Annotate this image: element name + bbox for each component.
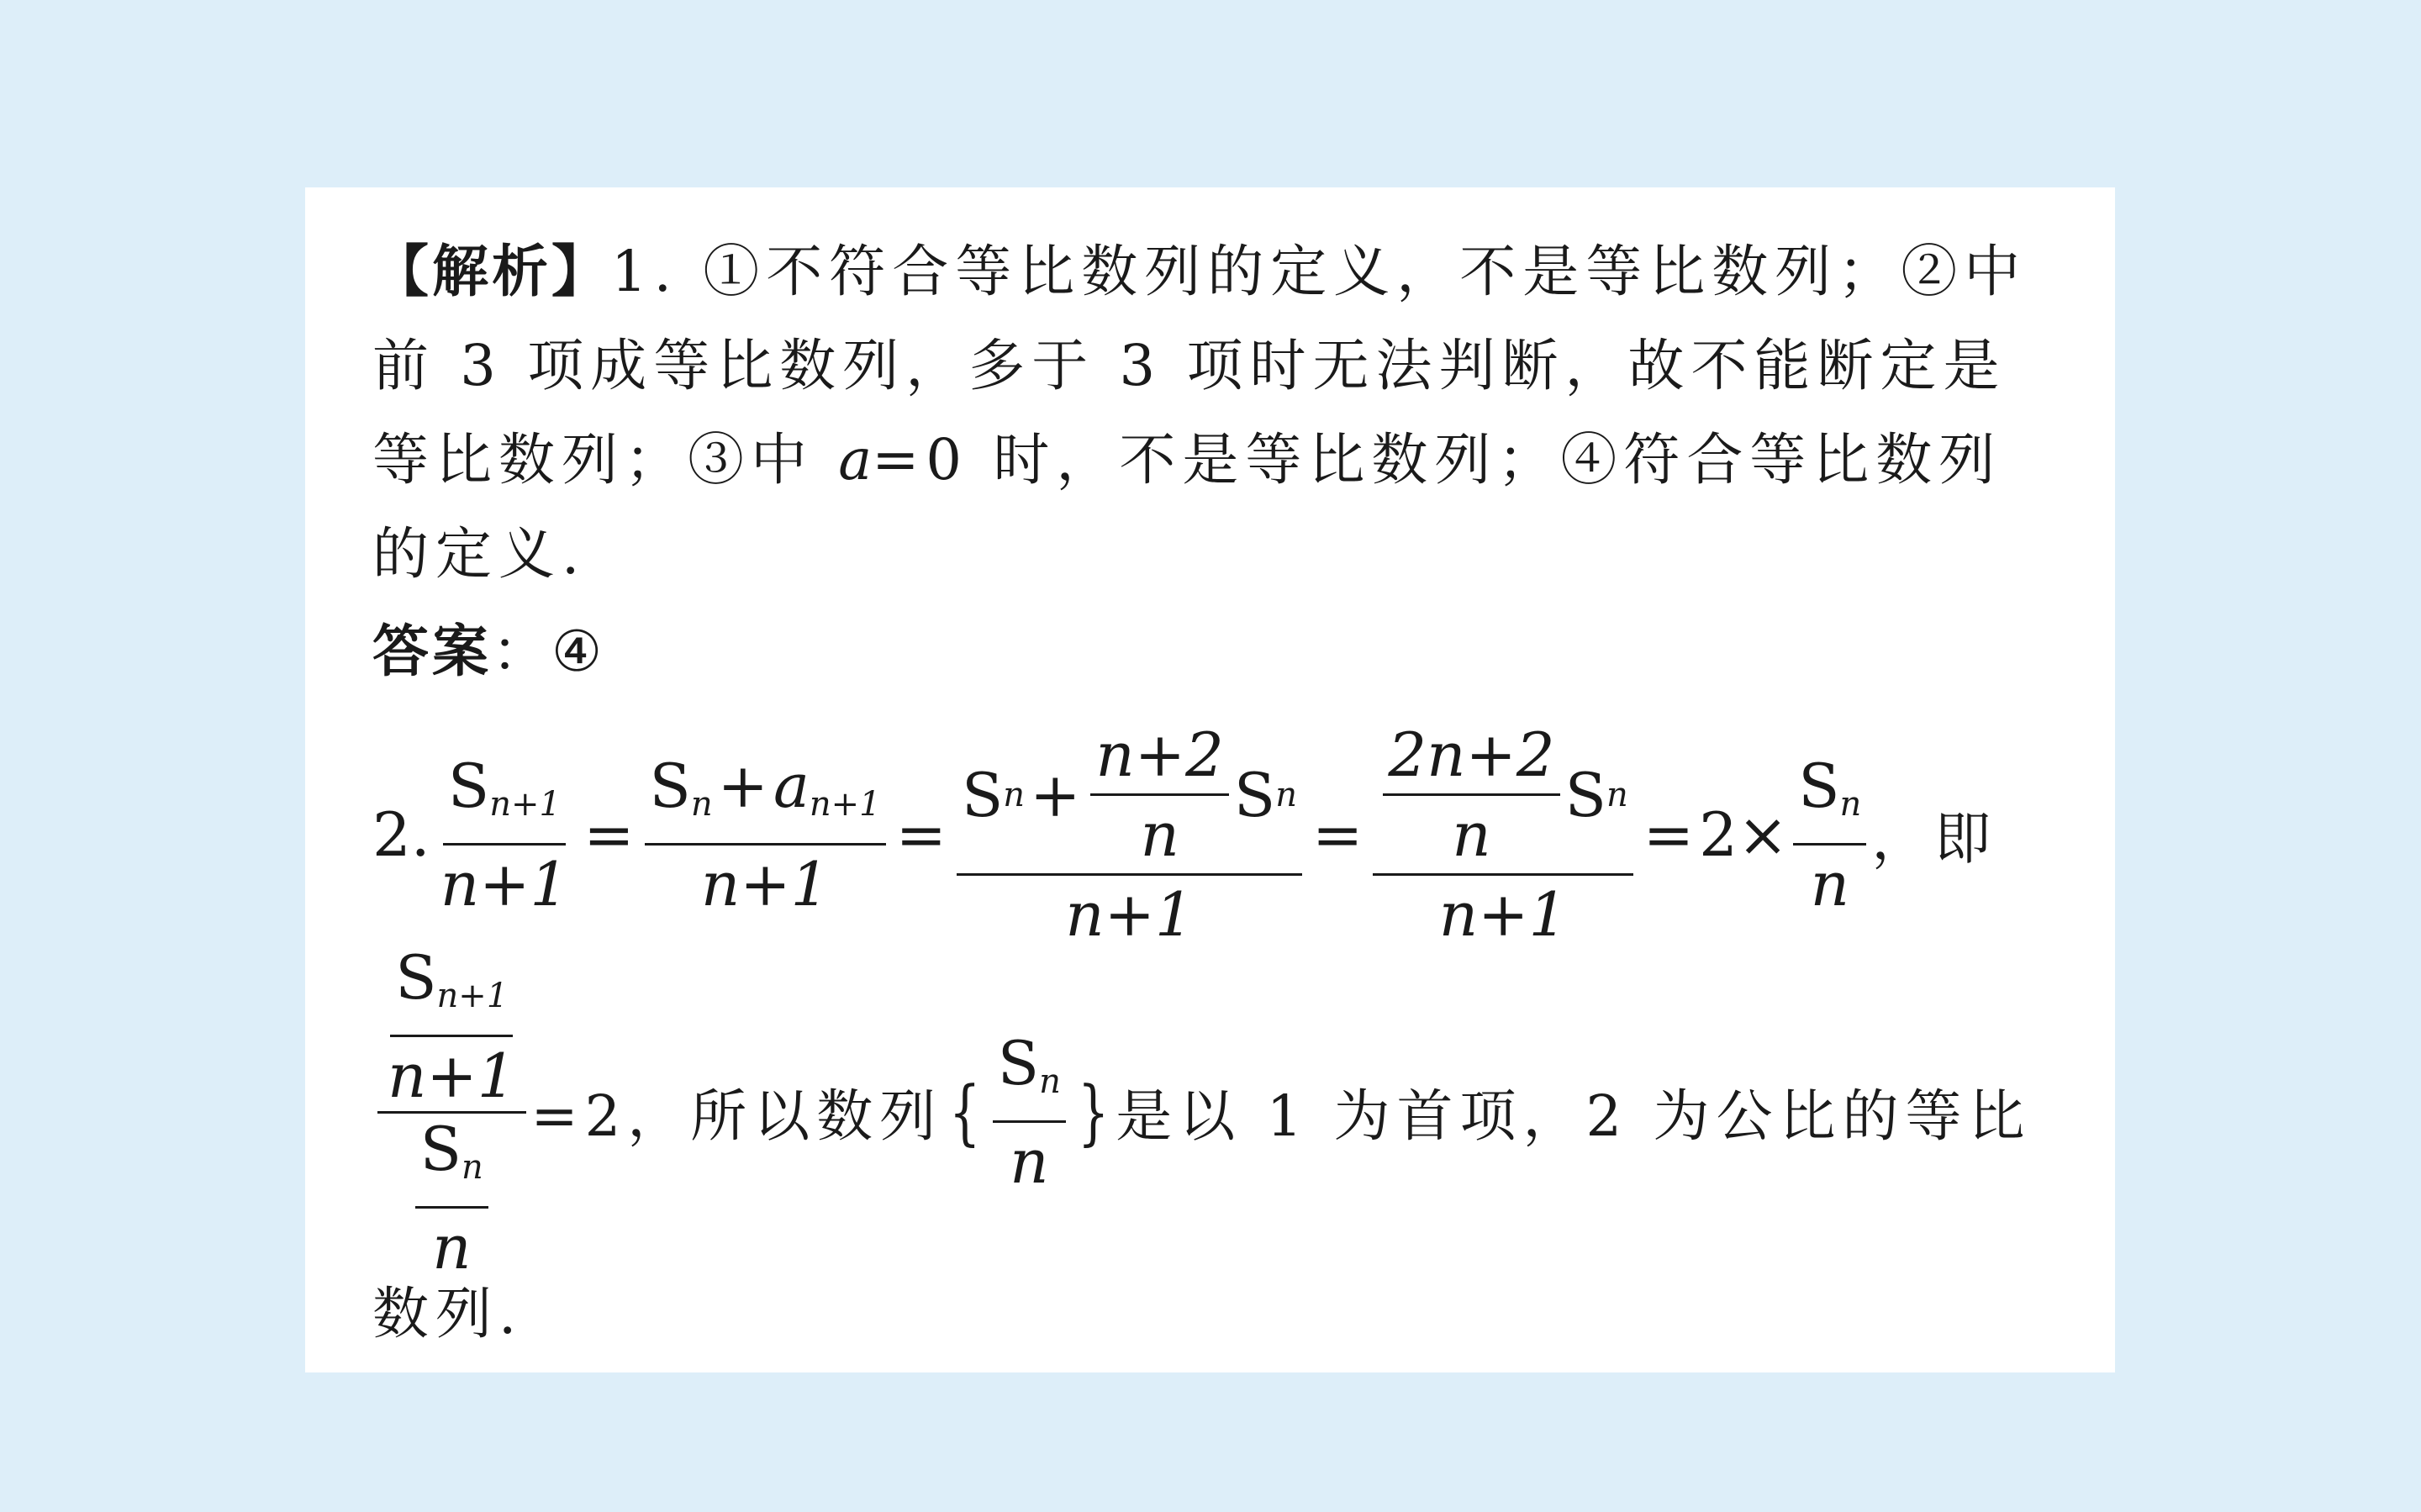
fraction-4: $\frac{2n+2}{n}$ S n n+1: [1373, 719, 1632, 950]
fraction-5: $\frac{S_n}{n}$: [1793, 751, 1866, 919]
part1-line4: 的定义.: [372, 521, 587, 587]
part2-number: 2.: [372, 799, 430, 870]
part1-line2: 前 3 项成等比数列，多于 3 项时无法判断，故不能断定是: [372, 333, 2007, 398]
analysis-label: 【解析】: [372, 239, 611, 304]
fraction-3: S n + $\frac{n+2}{n}$ S n n+1: [957, 719, 1302, 950]
ratio-line: $\frac{\frac{S_{n+1}}{n+1}}{\frac{S_n}{n}}$ =2，所以数列 { $\frac{S_n}{n}$ } 是以 1 为首项，2 为公比的等比: [372, 969, 2031, 1255]
fraction-2: $\frac{S_n+a_{n+1}}{n+1}$: [645, 751, 886, 919]
answer-line: [372, 618, 2104, 685]
answer-value: ：④: [492, 619, 606, 684]
answer-label: 答案: [372, 619, 492, 684]
part2-last-line: 数列.: [372, 1281, 524, 1346]
solution-panel: [305, 187, 2115, 1372]
part1-line1: 【解析】1. ①不符合等比数列的定义，不是等比数列；②中: [372, 239, 2028, 304]
part1-line3: 等比数列；③中 a=0 时，不是等比数列；④符合等比数列: [372, 427, 2002, 493]
equation-line: 2. $\frac{S_{n+1}}{n+1}$ = $\frac{S_n+a_{n+1}}{n+1}$ = S n + $\frac{n+2}{n}$ S n n+1 = $\frac{2n+2}{n}$ S n n+1 = 2× $\frac{S_n}{n}$ ，即: [372, 719, 1998, 950]
fraction-1: $\frac{S_{n+1}}{n+1}$: [440, 750, 569, 919]
compound-fraction: $\frac{\frac{S_{n+1}}{n+1}}{\frac{S_n}{n}}$: [377, 942, 526, 1283]
sequence-fraction: $\frac{S_n}{n}$: [993, 1028, 1066, 1197]
